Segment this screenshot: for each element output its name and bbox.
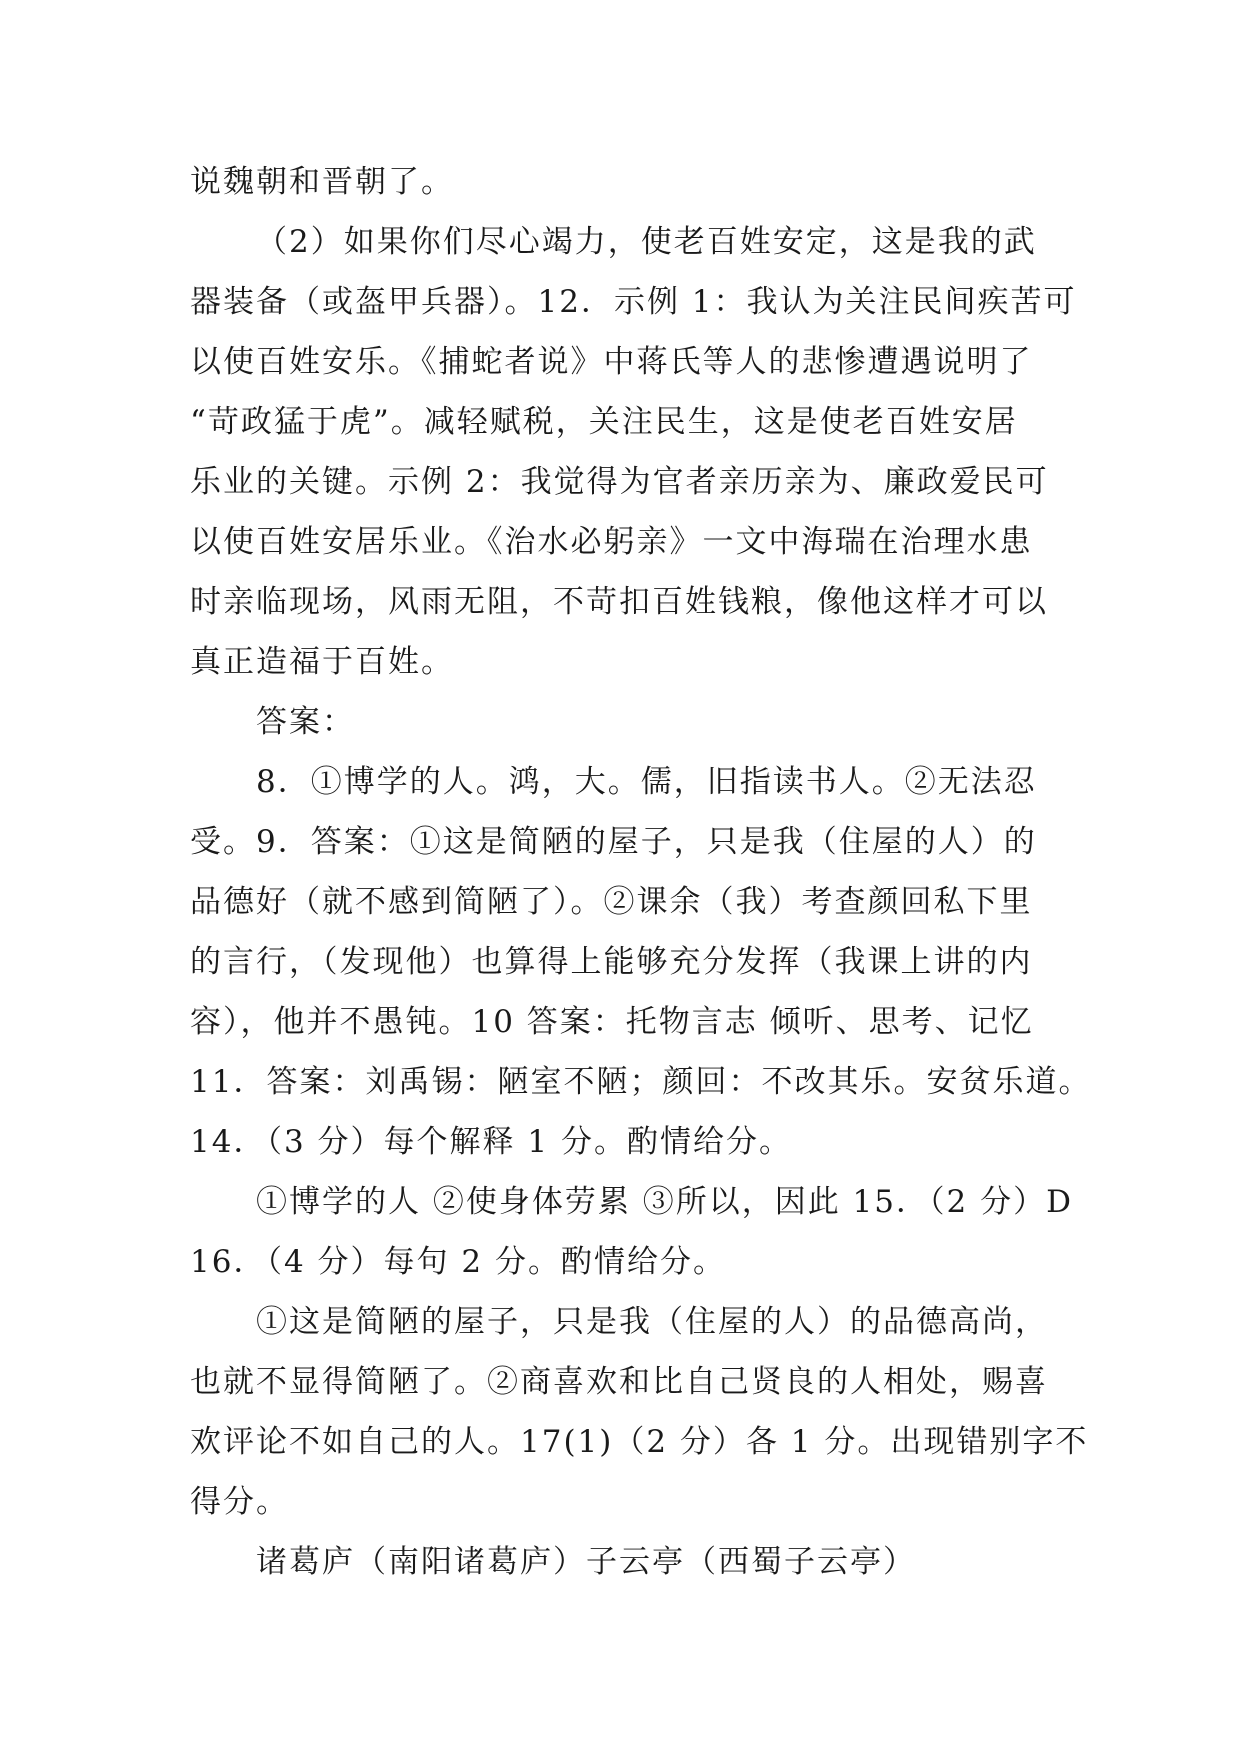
text-line: 以使百姓安乐。《捕蛇者说》中蒋氏等人的悲惨遭遇说明了: [190, 344, 1033, 380]
text-line: 的言行，（发现他）也算得上能够充分发挥（我课上讲的内: [190, 944, 1033, 980]
text-line: 16．（4 分）每句 2 分。酌情给分。: [190, 1244, 726, 1280]
text-line: 乐业的关键。示例 2：我觉得为官者亲历亲为、廉政爱民可: [190, 464, 1049, 500]
text-line: 时亲临现场，风雨无阻，不苛扣百姓钱粮，像他这样才可以: [190, 584, 1048, 620]
text-line: 容），他并不愚钝。10 答案：托物言志 倾听、思考、记忆: [190, 1004, 1034, 1040]
text-line: 欢评论不如自己的人。17(1)（2 分）各 1 分。出现错别字不: [190, 1424, 1089, 1460]
text-line: （2）如果你们尽心竭力，使老百姓安定，这是我的武: [256, 224, 1037, 260]
text-line: 受。9．答案：①这是简陋的屋子，只是我（住屋的人）的: [190, 824, 1037, 860]
text-line: 也就不显得简陋了。②商喜欢和比自己贤良的人相处，赐喜: [190, 1364, 1048, 1400]
text-line: 诸葛庐（南阳诸葛庐）子云亭（西蜀子云亭）: [256, 1544, 916, 1580]
text-line: 说魏朝和晋朝了。: [190, 164, 454, 200]
text-line: 器装备（或盔甲兵器）。12．示例 1：我认为关注民间疾苦可: [190, 284, 1077, 320]
text-line: 得分。: [190, 1484, 289, 1520]
text-line: ①这是简陋的屋子，只是我（住屋的人）的品德高尚，: [256, 1304, 1048, 1340]
text-line: 以使百姓安居乐业。《治水必躬亲》一文中海瑞在治理水患: [190, 524, 1033, 560]
text-line: 14．（3 分）每个解释 1 分。酌情给分。: [190, 1124, 792, 1160]
text-line: “苛政猛于虎”。减轻赋税，关注民生，这是使老百姓安居: [190, 404, 1018, 440]
text-line: 真正造福于百姓。: [190, 644, 454, 680]
document-body: [190, 152, 1092, 1592]
text-line: ①博学的人 ②使身体劳累 ③所以，因此 15．（2 分）D: [256, 1184, 1073, 1220]
text-line: 11．答案：刘禹锡：陋室不陋；颜回：不改其乐。安贫乐道。: [190, 1064, 1092, 1100]
answer-heading: 答案：: [256, 704, 355, 740]
text-line: 8．①博学的人。鸿，大。儒，旧指读书人。②无法忍: [256, 764, 1037, 800]
text-line: 品德好（就不感到简陋了）。②课余（我）考查颜回私下里: [190, 884, 1033, 920]
